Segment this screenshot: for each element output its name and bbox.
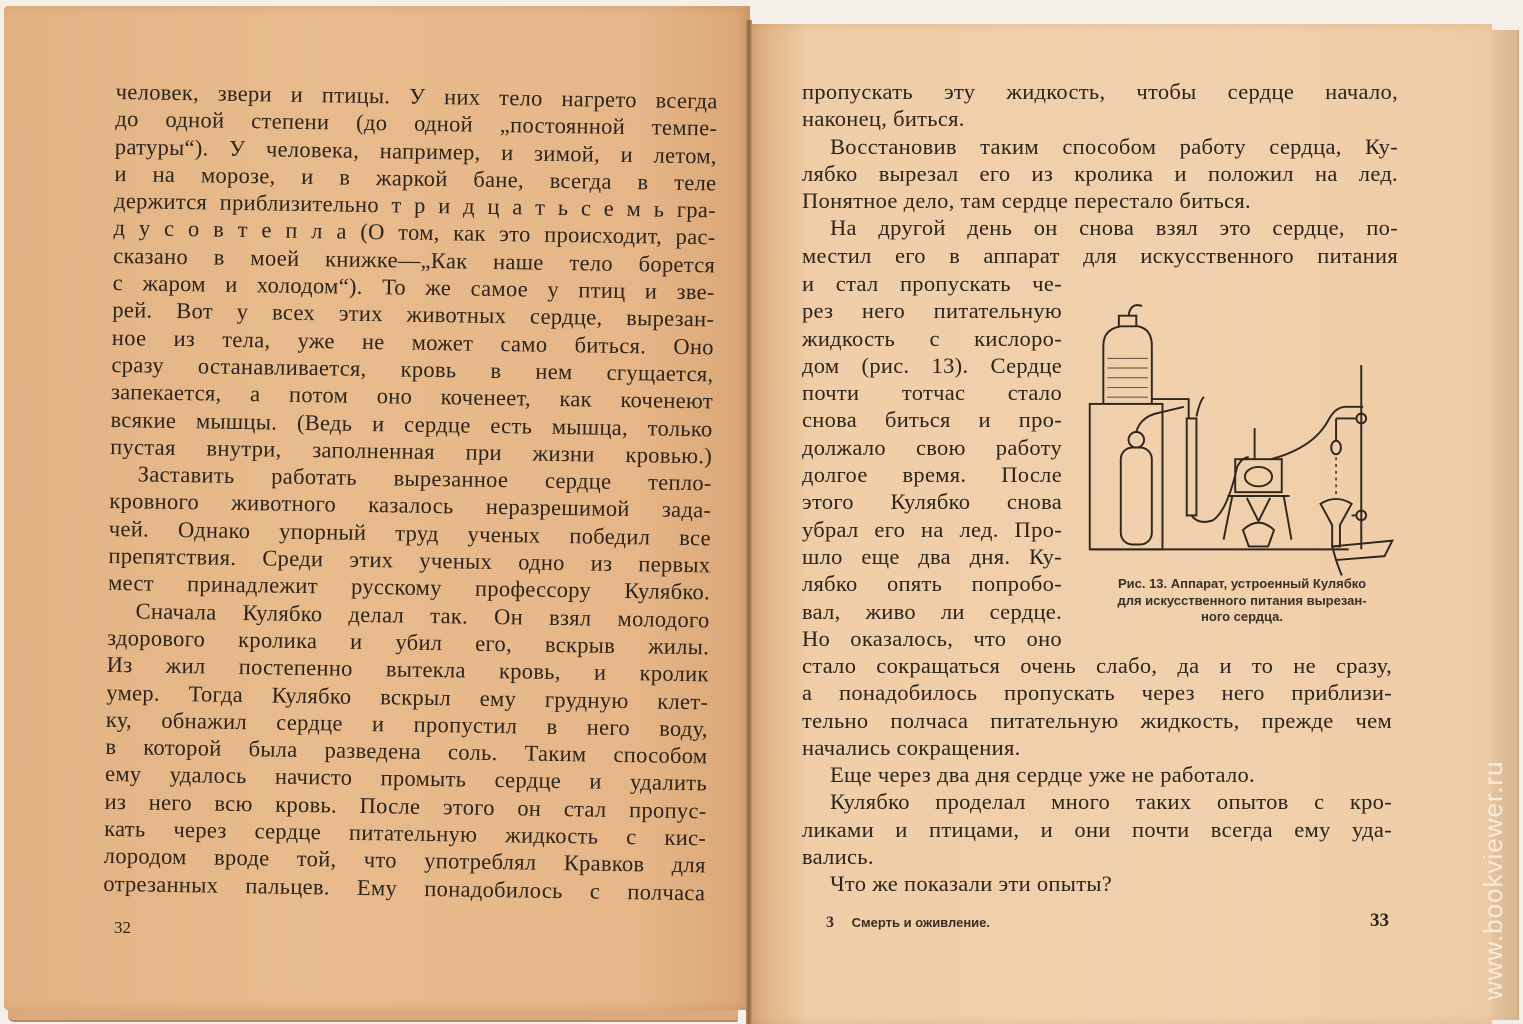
text-line: рей. Вот у всех этих животных сердце, вырезан- [112,297,715,332]
apparatus-figure [1082,288,1402,578]
text-line: держится приблизительно т р и д ц а т ь с е м ь гра- [113,188,717,223]
right-page-body-wrap [802,270,1062,652]
text-line: сразу останавливается, кровь в нем сгущается, [111,351,714,387]
text-line: ратуры“). У человека, например, и зимой, и летом, [114,133,718,169]
text-line: до одной степени (до одной „постоянной темпе- [115,106,718,141]
text-line: чей. Однако упорный труд ученых победил все [108,515,712,551]
text-line: лябко опять попробо- [802,571,1062,597]
text-line: вались. [802,844,874,870]
text-line: Заставить работать вырезанное сердце тепло- [137,461,712,496]
text-line: ное из тела, уже не может само биться. Оно [111,324,715,360]
text-line: рез него питательную [802,298,1062,324]
text-line: стало сокращаться очень слабо, да и то не сразу, [802,653,1392,678]
text-line: сказано в моей книжке—„Как наше тело борется [113,242,716,278]
text-line: из него всю кровь. После этого он стал пропус- [104,788,707,824]
text-line: снова биться и про- [802,407,1062,433]
signature-number: 3 [826,914,834,931]
text-line: мест принадлежит русскому профессору Кулябко. [107,570,711,605]
text-line: убрал его на лед. Про- [802,516,1062,542]
text-line: Что же показали эти опыты? [830,871,1113,897]
text-line: Сначала Кулябко делал так. Он взял молодого [135,598,710,633]
left-page-body [103,78,718,906]
text-line: кровного животного казалось неразрешимой зада- [109,488,712,523]
text-line: и на морозе, и в жаркой бане, всегда в теле [114,160,717,196]
text-line: жидкость с кислоро- [802,325,1062,351]
page-number-left: 32 [114,918,131,937]
text-line: в которой была разведена соль. Таким способом [105,734,708,769]
text-line: с жаром и холодом“). То же самое у птиц и зве- [112,270,715,305]
text-line: а понадобилось пропускать через него приблизи- [802,680,1392,706]
text-line: должало свою работу [802,434,1062,460]
book-gutter [746,20,752,1024]
text-line: шло еще два дня. Ку- [802,543,1062,569]
caption-line: ного сердца. [1201,609,1283,624]
text-line: вал, живо ли сердце. [802,598,1062,624]
page-number-right: 33 [1370,910,1389,931]
right-page-body-top [802,78,1398,269]
text-line: всякие мышцы. (Ведь и сердце есть мышца, только [110,406,713,441]
text-line: кать через сердце питательную жидкость с кис- [104,815,707,851]
text-line: лородом вроде той, что употреблял Кравков для [103,843,706,878]
text-line: человек, звери и птицы. У них тело нагрето всегда [115,78,718,114]
text-line: Понятное дело, там сердце перестало биться. [802,188,1251,214]
signature-title: Смерть и оживление. [851,915,991,930]
text-line: умер. Тогда Кулябко вскрыл ему грудную клет- [106,679,709,714]
figure-caption [1086,576,1398,626]
text-line: На другой день он снова взял это сердце, по- [830,215,1398,241]
text-line: Из жил постепенно вытекла кровь, и кролик [106,652,709,687]
text-line: ку, обнажил сердце и пропустил в него воду, [105,706,709,742]
text-line: начались сокращения. [802,734,1021,760]
text-line: наконец, биться. [802,106,965,132]
text-line: этого Кулябко снова [802,489,1062,515]
text-line: ликами и птицами, и они почти всегда ему уда- [802,816,1392,842]
right-page-body-bottom [802,652,1392,898]
text-line: д у с о в т е п л а (О том, как это происходит, рас- [113,215,716,250]
text-line: тельно полчаса питательную жидкость, прежде чем [802,707,1392,733]
text-line: Кулябко проделал много таких опытов с кро- [830,789,1392,815]
text-line: пропускать эту жидкость, чтобы сердце начало, [802,79,1398,104]
text-line: Восстановив таким способом работу сердца, Ку- [830,133,1398,159]
text-line: запекается, а потом оно коченеет, как коченеют [110,379,714,414]
caption-line: для искусственного питания вырезан- [1117,592,1367,608]
text-line: лябко вырезал его из кролика и положил на лед. [802,160,1398,186]
text-line: и стал пропускать че- [802,271,1062,296]
text-line: Но оказалось, что оно [802,625,1062,651]
text-line: отрезанных пальцев. Ему понадобилось с полчаса [103,870,706,905]
text-line: пустая внутри, заполненная при жизни кровью.) [110,433,713,469]
caption-line: Рис. 13. Аппарат, устроенный Кулябко [1117,576,1367,591]
printer-signature [826,914,990,932]
text-line: ему удалось начисто промыть сердце и удалить [104,761,708,796]
watermark: www.bookviewer.ru [1478,760,1508,1000]
text-line: здорового кролика и убил его, вскрыв жилы. [107,624,710,660]
text-line: препятствия. Среди этих ученых одно из первых [108,542,711,578]
text-line: дом (рис. 13). Сердце [802,352,1062,378]
text-line: почти тотчас стало [802,380,1062,406]
text-line: Еще через два дня сердце уже не работало. [830,762,1255,788]
text-line: местил его в аппарат для искусственного питания [802,242,1398,268]
text-line: долгое время. После [802,462,1062,488]
